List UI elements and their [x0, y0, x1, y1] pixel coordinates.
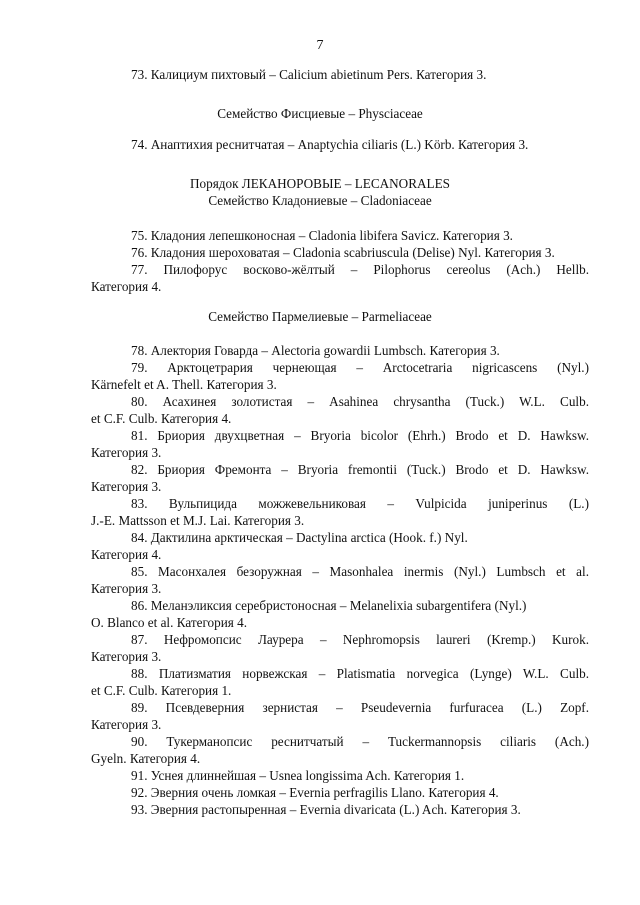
species-entry-81: 81. Бриория двухцветная – Bryoria bicolor (Ehrh.) Brodo et D. Hawksw.	[131, 428, 589, 443]
species-entry-79: 79. Арктоцетрария чернеющая – Arctocetraria nigricascens (Nyl.)	[131, 360, 589, 375]
species-entry-91: 91. Уснея длиннейшая – Usnea longissima Ach. Категория 1.	[131, 768, 465, 783]
family-heading-cladoniaceae: Семейство Кладониевые – Cladoniaceae	[208, 193, 432, 208]
species-entry-88-continuation: et C.F. Culb. Категория 1.	[91, 683, 232, 698]
species-entry-87: 87. Нефромопсис Лаурера – Nephromopsis laureri (Kremp.) Kurok.	[131, 632, 589, 647]
species-entry-80: 80. Асахинея золотистая – Asahinea chrysantha (Tuck.) W.L. Culb.	[131, 394, 589, 409]
species-entry-81-continuation: Категория 3.	[91, 445, 162, 460]
species-entry-88: 88. Платизматия норвежская – Platismatia norvegica (Lynge) W.L. Culb.	[131, 666, 589, 681]
species-entry-77-continuation: Категория 4.	[91, 279, 162, 294]
species-entry-86: 86. Меланэликсия серебристоносная – Melanelixia subargentifera (Nyl.)	[131, 598, 527, 613]
order-heading-lecanorales: Порядок ЛЕКАНОРОВЫЕ – LECANORALES	[190, 176, 450, 191]
species-entry-90: 90. Тукерманопсис реснитчатый – Tuckermannopsis ciliaris (Ach.)	[131, 734, 589, 749]
species-entry-78: 78. Алектория Говарда – Alectoria gowardii Lumbsch. Категория 3.	[131, 343, 500, 358]
species-entry-82-continuation: Категория 3.	[91, 479, 162, 494]
species-entry-84: 84. Дактилина арктическая – Dactylina arctica (Hook. f.) Nyl.	[131, 530, 468, 545]
species-entry-92: 92. Эверния очень ломкая – Evernia perfragilis Llano. Категория 4.	[131, 785, 499, 800]
page-number: 7	[316, 38, 324, 53]
species-entry-84-continuation: Категория 4.	[91, 547, 162, 562]
species-entry-83-continuation: J.-E. Mattsson et M.J. Lai. Категория 3.	[91, 513, 305, 528]
species-entry-79-continuation: Kärnefelt et A. Thell. Категория 3.	[91, 377, 277, 392]
species-entry-89-continuation: Категория 3.	[91, 717, 162, 732]
species-entry-85-continuation: Категория 3.	[91, 581, 162, 596]
species-entry-77: 77. Пилофорус восково-жёлтый – Pilophorus cereolus (Ach.) Hellb.	[131, 262, 589, 277]
family-heading-parmeliaceae: Семейство Пармелиевые – Parmeliaceae	[208, 309, 432, 324]
species-entry-82: 82. Бриория Фремонта – Bryoria fremontii (Tuck.) Brodo et D. Hawksw.	[131, 462, 589, 477]
species-entry-75: 75. Кладония лепешконосная – Cladonia libifera Savicz. Категория 3.	[131, 228, 513, 243]
species-entry-90-continuation: Gyeln. Категория 4.	[91, 751, 201, 766]
species-entry-87-continuation: Категория 3.	[91, 649, 162, 664]
species-entry-85: 85. Масонхалея безоружная – Masonhalea inermis (Nyl.) Lumbsch et al.	[131, 564, 589, 579]
species-entry-93: 93. Эверния растопыренная – Evernia divaricata (L.) Ach. Категория 3.	[131, 802, 521, 817]
species-entry-76: 76. Кладония шероховатая – Cladonia scabriuscula (Delise) Nyl. Категория 3.	[131, 245, 555, 260]
species-entry-86-continuation: O. Blanco et al. Категория 4.	[91, 615, 248, 630]
species-entry-80-continuation: et C.F. Culb. Категория 4.	[91, 411, 232, 426]
species-entry-73: 73. Калициум пихтовый – Calicium abietinum Pers. Категория 3.	[131, 67, 487, 82]
species-entry-89: 89. Псевдеверния зернистая – Pseudevernia furfuracea (L.) Zopf.	[131, 700, 589, 715]
family-heading-physciaceae: Семейство Фисциевые – Physciaceae	[217, 106, 423, 121]
species-entry-74: 74. Анаптихия реснитчатая – Anaptychia ciliaris (L.) Körb. Категория 3.	[131, 137, 529, 152]
species-entry-83: 83. Вульпицида можжевельниковая – Vulpicida juniperinus (L.)	[131, 496, 589, 511]
